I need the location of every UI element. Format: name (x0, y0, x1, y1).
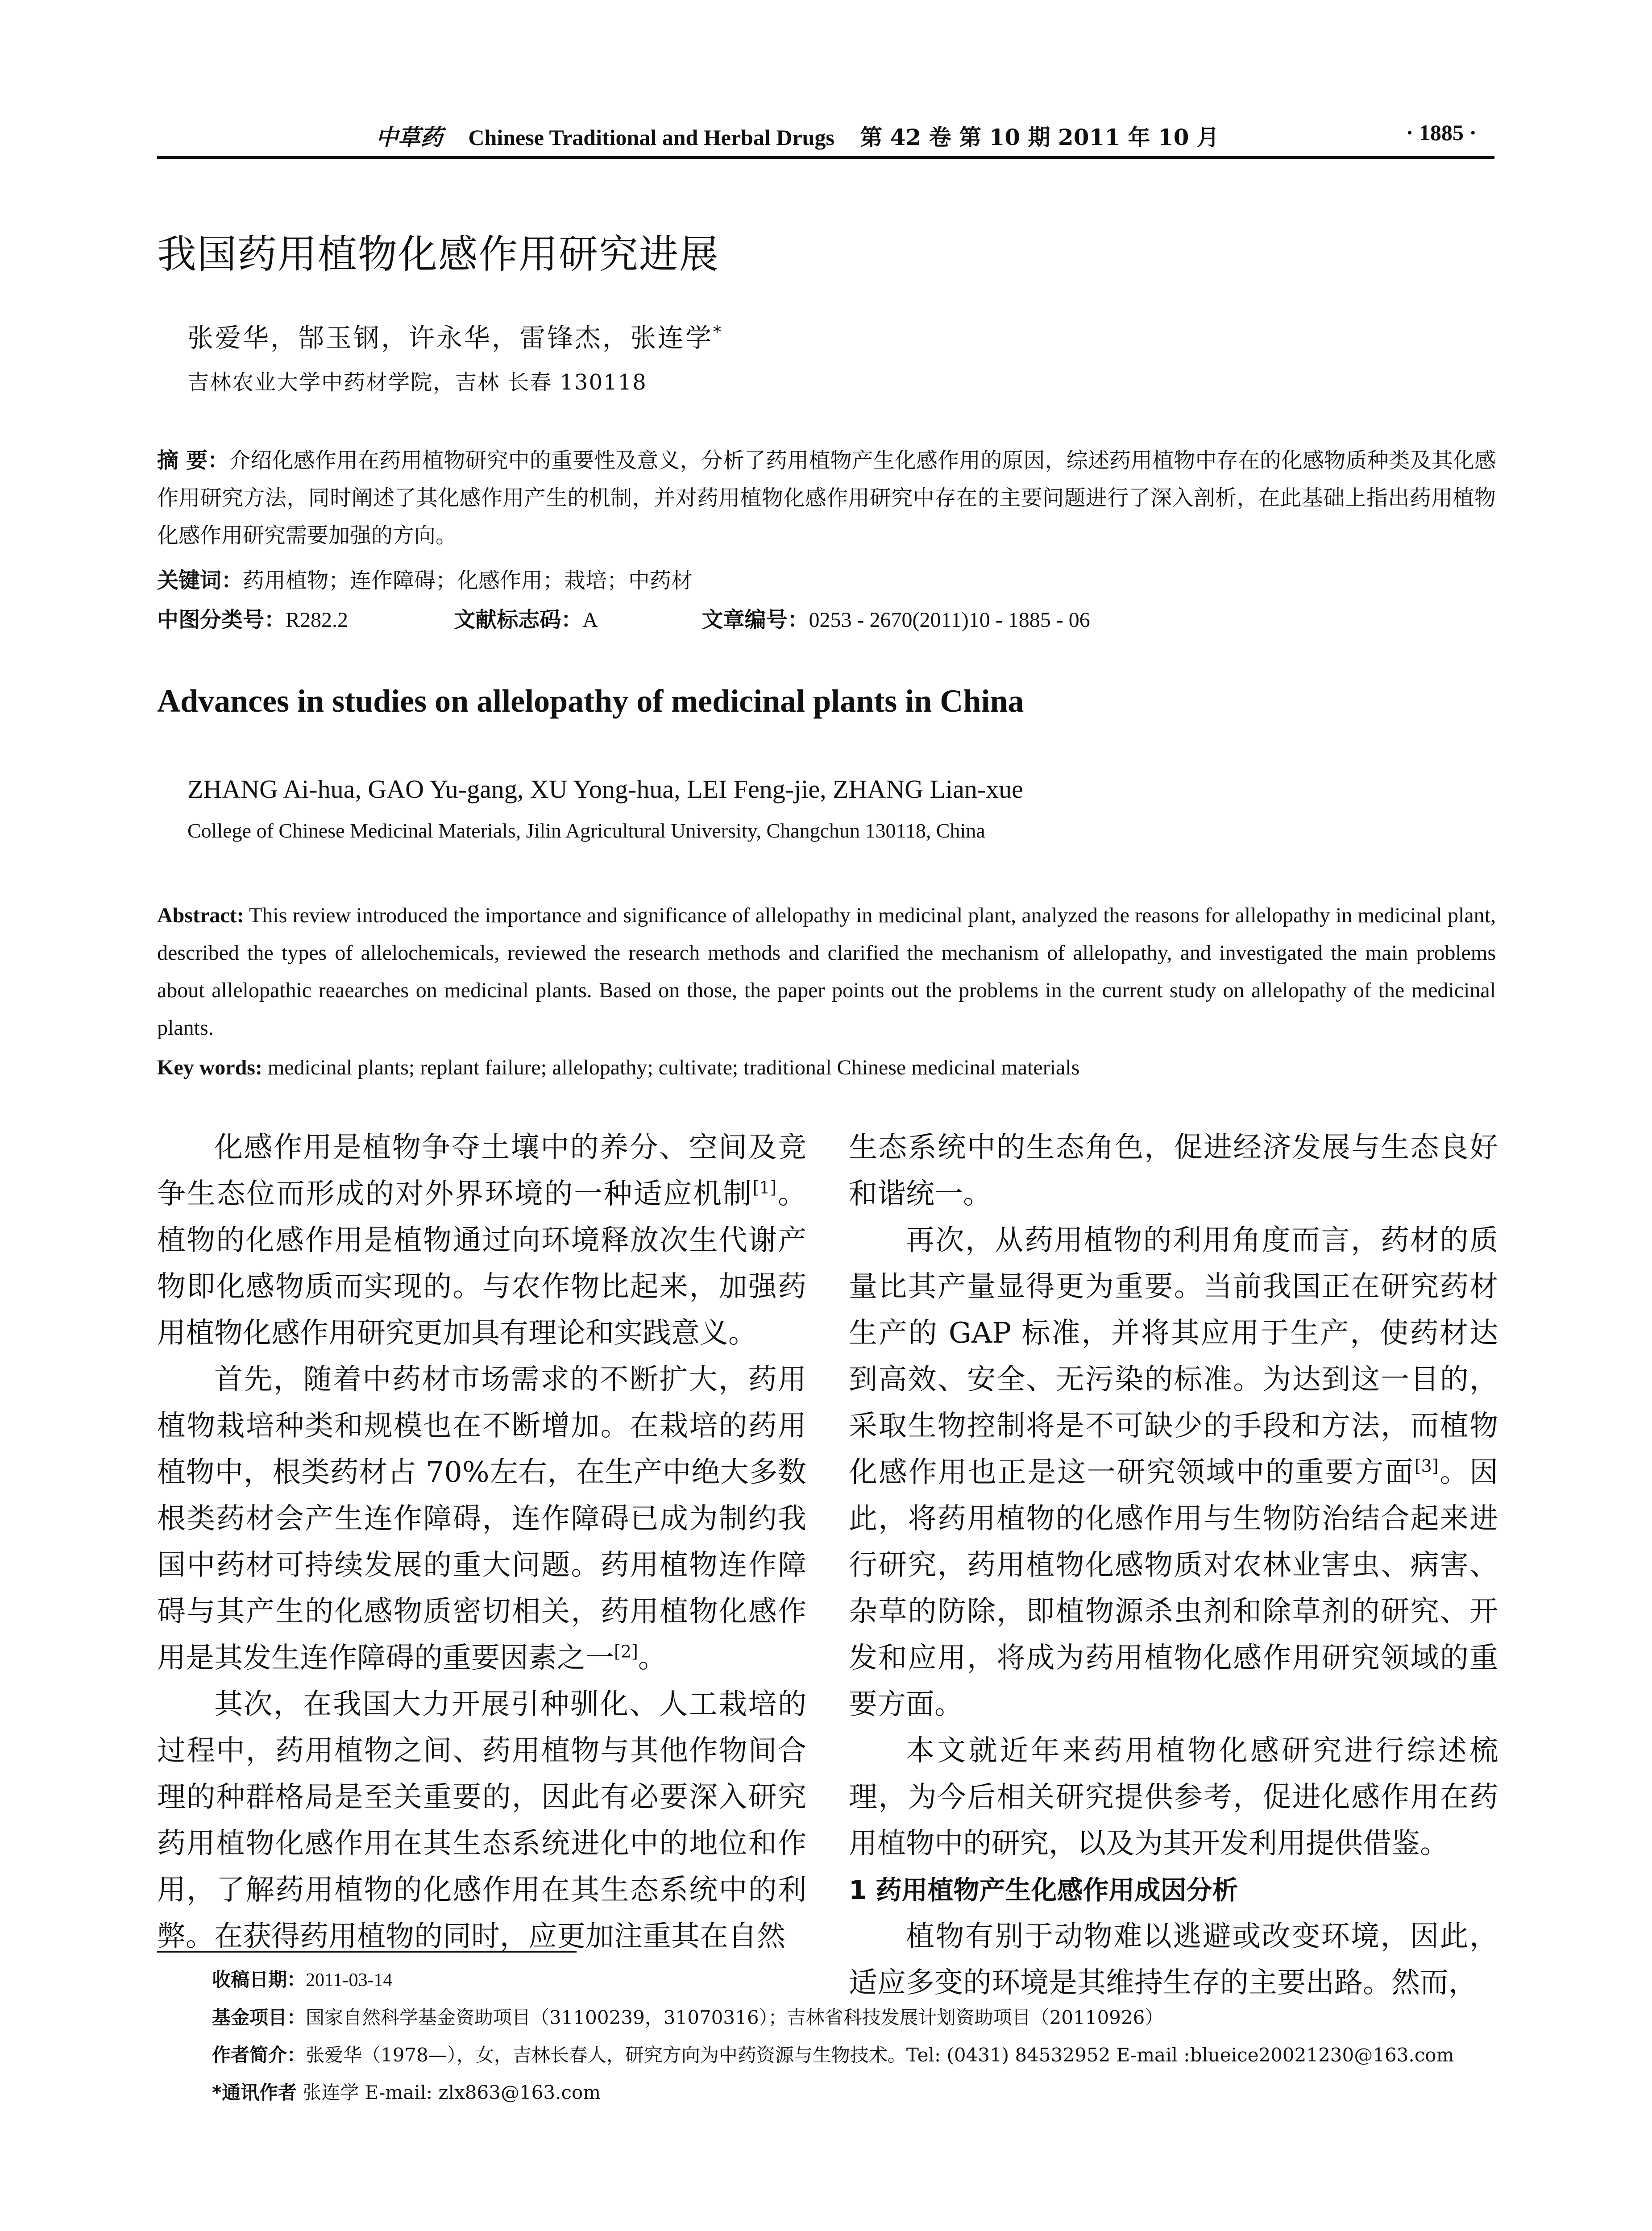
article-no-label: 文章编号： (701, 607, 809, 632)
journal-info (376, 120, 1219, 152)
article-no-value: 0253 - 2670(2011)10 - 1885 - 06 (809, 608, 1090, 632)
corresponding-mark: * (713, 323, 723, 342)
title-cn: 我国药用植物化感作用研究进展 (157, 231, 720, 277)
journal-name-cn: 中草药 (376, 124, 443, 150)
footnote-divider (157, 1951, 577, 1953)
author-text: 张爱华（1978—），女，吉林长春人，研究方向为中药资源与生物技术。Tel: (0431) 84532952 E-mail :blueice20021230@163.com (306, 2044, 1454, 2066)
clc-label: 中图分类号： (157, 607, 286, 632)
abstract-cn (157, 442, 1496, 554)
paragraph-text: 。 (638, 1642, 667, 1675)
affiliation-cn: 吉林农业大学中药材学院，吉林 长春 130118 (187, 370, 647, 395)
page-number: · 1885 · (1406, 120, 1477, 145)
abstract-cn-text: 介绍化感作用在药用植物研究中的重要性及意义，分析了药用植物产生化感作用的原因，综述药用植物中存在的化感物质种类及其化感作用研究方法，同时阐述了其化感作用产生的机制，并对药用植物化感作用研究中存在的主要问题进行了深入剖析，在此基础上指出药用植物化感作用研究需要加强的方向。 (157, 448, 1496, 548)
doc-code-item (454, 602, 695, 633)
corresponding-label: *通讯作者 (212, 2082, 297, 2103)
abstract-en-label: Abstract: (157, 904, 244, 927)
keywords-en (157, 1055, 1496, 1080)
title-en: Advances in studies on allelopathy of medicinal plants in China (157, 683, 1024, 719)
corresponding-text: 张连学 E-mail: zlx863@163.com (296, 2082, 601, 2103)
paragraph: 植物有别于动物难以逃避或改变环境，因此，适应多变的环境是其维持生存的主要出路。然而， (849, 1920, 1498, 1999)
paragraph (157, 1124, 806, 1356)
paragraph: 本文就近年来药用植物化感研究进行综述梳理，为今后相关研究提供参考，促进化感作用在药用植物中的研究，以及为其开发利用提供借鉴。 (849, 1734, 1498, 1860)
footnote-corresponding (212, 2074, 1506, 2111)
keywords-cn-label: 关键词： (157, 568, 243, 593)
paragraph (849, 1217, 1498, 1728)
doc-code-value: A (582, 608, 598, 632)
received-date: 2011-03-14 (306, 1970, 393, 1990)
paragraph: 生态系统中的生态角色，促进经济发展与生态良好和谐统一。 (849, 1131, 1498, 1211)
paragraph (157, 1356, 806, 1681)
authors-en: ZHANG Ai-hua, GAO Yu-gang, XU Yong-hua, LEI Feng-jie, ZHANG Lian-xue (187, 775, 1023, 804)
body-column-left (157, 1124, 806, 1960)
clc-value: R282.2 (286, 608, 349, 632)
classification-line (157, 602, 1496, 633)
journal-name-en: Chinese Traditional and Herbal Drugs (468, 125, 834, 150)
abstract-cn-label: 摘 要： (157, 448, 229, 473)
body-column-right (849, 1124, 1498, 2006)
paragraph-text: 。因此，将药用植物的化感作用与生物防治结合起来进行研究，药用植物化感物质对农林业害虫、病害、杂草的防除，即植物源杀虫剂和除草剂的研究、开发和应用，将成为药用植物化感作用研究领域的重要方面。 (849, 1456, 1498, 1721)
paragraph: 其次，在我国大力开展引种驯化、人工栽培的过程中，药用植物之间、药用植物与其他作物间合理的种群格局是至关重要的，因此有必要深入研究药用植物化感作用在其生态系统进化中的地位和作用，了解药用植物的化感作用在其生态系统中的利弊。在获得药用植物的同时，应更加注重其在自然 (157, 1688, 806, 1953)
section-heading: 1 药用植物产生化感作用成因分析 (849, 1875, 1238, 1905)
footnote-received (212, 1961, 1506, 1999)
article-no-item (702, 602, 1090, 633)
paragraph-text: 再次，从药用植物的利用角度而言，药材的质量比其产量显得更为重要。当前我国正在研究药材生产的 GAP 标准，并将其应用于生产，使药材达到高效、安全、无污染的标准。为达到这一目的，采取生物控制将是不可缺少的手段和方法，而植物化感作用也正是这一研究领域中的重要方面 (849, 1224, 1498, 1489)
footnotes (212, 1961, 1506, 2111)
abstract-en (157, 897, 1496, 1047)
keywords-en-text: medicinal plants; replant failure; allelopathy; cultivate; traditional Chinese medicinal materials (262, 1056, 1080, 1079)
fund-label: 基金项目： (212, 2007, 306, 2028)
doc-code-label: 文献标志码： (454, 607, 583, 632)
running-header (157, 115, 1494, 159)
paragraph-text: 化感作用是植物争夺土壤中的养分、空间及竞争生态位而形成的对外界环境的一种适应机制 (157, 1131, 806, 1211)
citation[interactable]: [2] (614, 1642, 638, 1662)
issue-info: 第 42 卷 第 10 期 2011 年 10 月 (860, 124, 1219, 150)
received-label: 收稿日期： (212, 1969, 306, 1990)
citation[interactable]: [1] (752, 1178, 777, 1198)
authors-cn-text: 张爱华，郜玉钢，许永华，雷锋杰，张连学 (187, 323, 714, 353)
authors-cn (187, 317, 723, 354)
footnote-author (212, 2036, 1506, 2074)
clc-item (157, 602, 447, 633)
abstract-en-text: This review introduced the importance and significance of allelopathy in medicinal plant, analyzed the reasons for allelopathy in medicinal plant, described the types of allelochemicals, reviewed the research methods and clarified the mechanism of allelopathy, and investigated the main problems about allelopathic reaearches on medicinal plants. Based on those, the paper points out the problems in the current study on allelopathy of the medicinal plants. (157, 904, 1496, 1040)
paragraph-text: 。植物的化感作用是植物通过向环境释放次生代谢产物即化感物质而实现的。与农作物比起来，加强药用植物化感作用研究更加具有理论和实践意义。 (157, 1178, 807, 1350)
fund-text: 国家自然科学基金资助项目（31100239，31070316）；吉林省科技发展计划资助项目（20110926） (306, 2007, 1164, 2028)
paragraph-text: 首先，随着中药材市场需求的不断扩大，药用植物栽培种类和规模也在不断增加。在栽培的药用植物中，根类药材占 70%左右，在生产中绝大多数根类药材会产生连作障碍，连作障碍已成为制约我国中药材可持续发展的重大问题。药用植物连作障碍与其产生的化感物质密切相关，药用植物化感作用是其发生连作障碍的重要因素之一 (157, 1363, 806, 1675)
footnote-fund (212, 1999, 1506, 2036)
keywords-en-label: Key words: (157, 1056, 262, 1079)
keywords-cn-text: 药用植物；连作障碍；化感作用；栽培；中药材 (243, 568, 693, 593)
keywords-cn (157, 563, 693, 594)
citation[interactable]: [3] (1414, 1456, 1439, 1476)
author-label: 作者简介： (212, 2044, 306, 2066)
affiliation-en: College of Chinese Medicinal Materials, Jilin Agricultural University, Changchun 130118, China (187, 819, 985, 842)
